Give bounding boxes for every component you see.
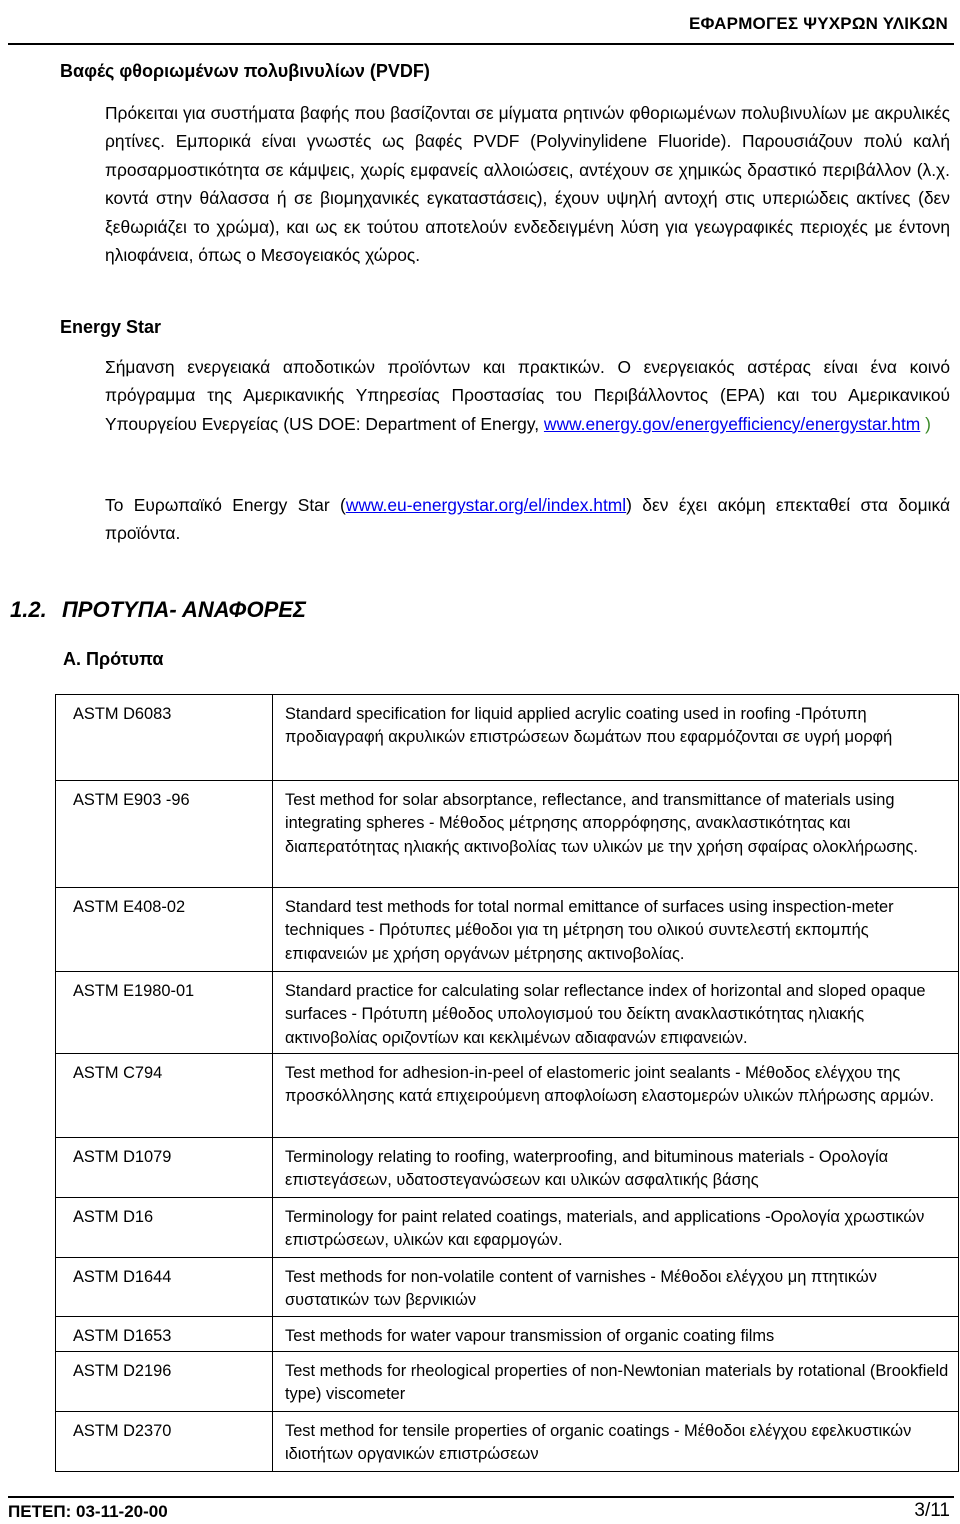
pvdf-body: Πρόκειται για συστήματα βαφής που βασίζονται σε μίγματα ρητινών φθοριωμένων πολυβινυλίων με ακρυλικές ρητίνες. Εμπορικά είναι γνωστές ως βαφές PVDF (Polyvinylidene Fluoride). Παρουσιάζουν πολύ καλή προσαρμοστικότητα σε κάμψεις, χωρίς εμφανείς αλλοιώσεις, αντέχουν σε χημικώς δραστικό περιβάλλον (λ.χ. κοντά στην θάλασσα ή σε βιομηχανικές εγκαταστάσεις), έχουν υψηλή αντοχή στις υπεριώδεις ακτίνες (δεν ξεθωριάζει το χρώμα), και ως εκ τούτου αποτελούν ενδεδειγμένη λύση για γεωγραφικές περιοχές με έντονη ηλιοφάνεια, όπως ο Μεσογειακός χώρος.	[105, 103, 950, 266]
table-row	[56, 1198, 959, 1258]
standard-description: Terminology for paint related coatings, materials, and applications -Ορολογία χρωστικών επιστρώσεων, υλικών και εφαρμογών.	[273, 1198, 959, 1258]
table-row	[56, 1352, 959, 1412]
page-number: 3/11	[914, 1500, 950, 1521]
table-row	[56, 972, 959, 1054]
standard-code: ASTM D2370	[56, 1412, 273, 1472]
standard-code: ASTM E903 -96	[56, 781, 273, 888]
standard-description: Test methods for water vapour transmission of organic coating films	[273, 1317, 959, 1352]
standard-code: ASTM D16	[56, 1198, 273, 1258]
standard-description: Terminology relating to roofing, waterproofing, and bituminous materials - Ορολογία επιστεγάσεων, υδατοστεγανώσεων και υλικών ασφαλτικής βάσης	[273, 1138, 959, 1198]
pvdf-paragraph	[105, 99, 950, 269]
section-number: 1.2.	[10, 597, 47, 622]
standard-description: Standard test methods for total normal emittance of surfaces using inspection-meter techniques - Πρότυπες μέθοδοι για τη μέτρηση του ολικού συντελεστή εκπομπής επιφανειών με χρήση οργάνων μέτρησης ακτινοβολίας.	[273, 888, 959, 972]
table-row	[56, 781, 959, 888]
section-title-text: ΠΡΟΤΥΠΑ- ΑΝΑΦΟΡΕΣ	[62, 597, 306, 622]
table-row	[56, 1138, 959, 1198]
standard-code: ASTM D2196	[56, 1352, 273, 1412]
eu-prefix: Το Ευρωπαϊκό Energy Star (	[105, 495, 346, 515]
standard-code: ASTM E408-02	[56, 888, 273, 972]
standard-code: ASTM D1644	[56, 1258, 273, 1317]
standard-description: Test method for tensile properties of organic coatings - Μέθοδοι ελέγχου εφελκυστικών ιδιοτήτων οργανικών επιστρώσεων	[273, 1412, 959, 1472]
standard-code: ASTM C794	[56, 1054, 273, 1138]
standard-code: ASTM D6083	[56, 695, 273, 781]
standard-code: ASTM D1079	[56, 1138, 273, 1198]
energy-star-paragraph	[105, 353, 950, 438]
standard-description: Test method for solar absorptance, reflectance, and transmittance of materials using integrating spheres - Μέθοδος μέτρησης απορρόφησης, ανακλαστικότητας και διαπερατότητας ηλιακής ακτινοβολίας των υλικών με την χρήση σφαίρας ολοκλήρωσης.	[273, 781, 959, 888]
eu-energy-star-paragraph	[105, 491, 950, 548]
table-row	[56, 1317, 959, 1352]
page-header-title: ΕΦΑΡΜΟΓΕΣ ΨΥΧΡΩΝ ΥΛΙΚΩΝ	[688, 14, 948, 33]
energy-star-body: Σήμανση ενεργειακά αποδοτικών προϊόντων και πρακτικών. Ο ενεργειακός αστέρας είναι ένα κοινό πρόγραμμα της Αμερικανικής Υπηρεσίας Προστασίας του Περιβάλλοντος (EPA) και του Αμερικανικού Υπουργείου Ενεργείας (US DOE: Department of Energy,	[105, 357, 950, 434]
table-row	[56, 1412, 959, 1472]
standard-description: Test method for adhesion-in-peel of elastomeric joint sealants - Μέθοδος ελέγχου της προσκόλλησης κατά επιχειρούμενη αποφλοίωση ελαστομερών υλικών πλήρωσης αρμών.	[273, 1054, 959, 1138]
standards-subheading: Α. Πρότυπα	[63, 649, 164, 669]
standards-table	[55, 694, 959, 1472]
standard-code: ASTM E1980-01	[56, 972, 273, 1054]
standard-description: Test methods for non-volatile content of varnishes - Μέθοδοι ελέγχου μη πτητικών συστατικών των βερνικιών	[273, 1258, 959, 1317]
header-rule	[8, 43, 954, 45]
standard-description: Standard specification for liquid applied acrylic coating used in roofing -Πρότυπη προδιαγραφή ακρυλικών επιστρώσεων δωμάτων που εφαρμόζονται σε υγρή μορφή	[273, 695, 959, 781]
section-title	[10, 597, 306, 623]
energy-star-heading: Energy Star	[60, 317, 162, 337]
table-row	[56, 1258, 959, 1317]
table-row	[56, 695, 959, 781]
energy-gov-link[interactable]: www.energy.gov/energyefficiency/energystar.htm	[543, 413, 921, 434]
footer-document-code: ΠΕΤΕΠ: 03-11-20-00	[8, 1502, 168, 1521]
eu-energystar-link[interactable]: www.eu-energystar.org/el/index.html	[345, 495, 627, 515]
table-row	[56, 888, 959, 972]
eu-suffix: ) δεν έχει ακόμη επεκταθεί στα δομικά προϊόντα.	[105, 495, 951, 544]
standard-code: ASTM D1653	[56, 1317, 273, 1352]
table-row	[56, 1054, 959, 1138]
standard-description: Test methods for rheological properties of non-Newtonian materials by rotational (Brookfield type) viscometer	[273, 1352, 959, 1412]
standard-description: Standard practice for calculating solar reflectance index of horizontal and sloped opaque surfaces - Πρότυπη μέθοδος υπολογισμού του δείκτη ανακλαστικότητας ηλιακής ακτινοβολίας οριζοντίων και κεκλιμένων αδιαφανών επιφανειών.	[273, 972, 959, 1054]
footer-rule	[8, 1496, 954, 1498]
pvdf-heading: Βαφές φθοριωμένων πολυβινυλίων (PVDF)	[60, 61, 430, 81]
energy-link-suffix: )	[920, 413, 931, 434]
